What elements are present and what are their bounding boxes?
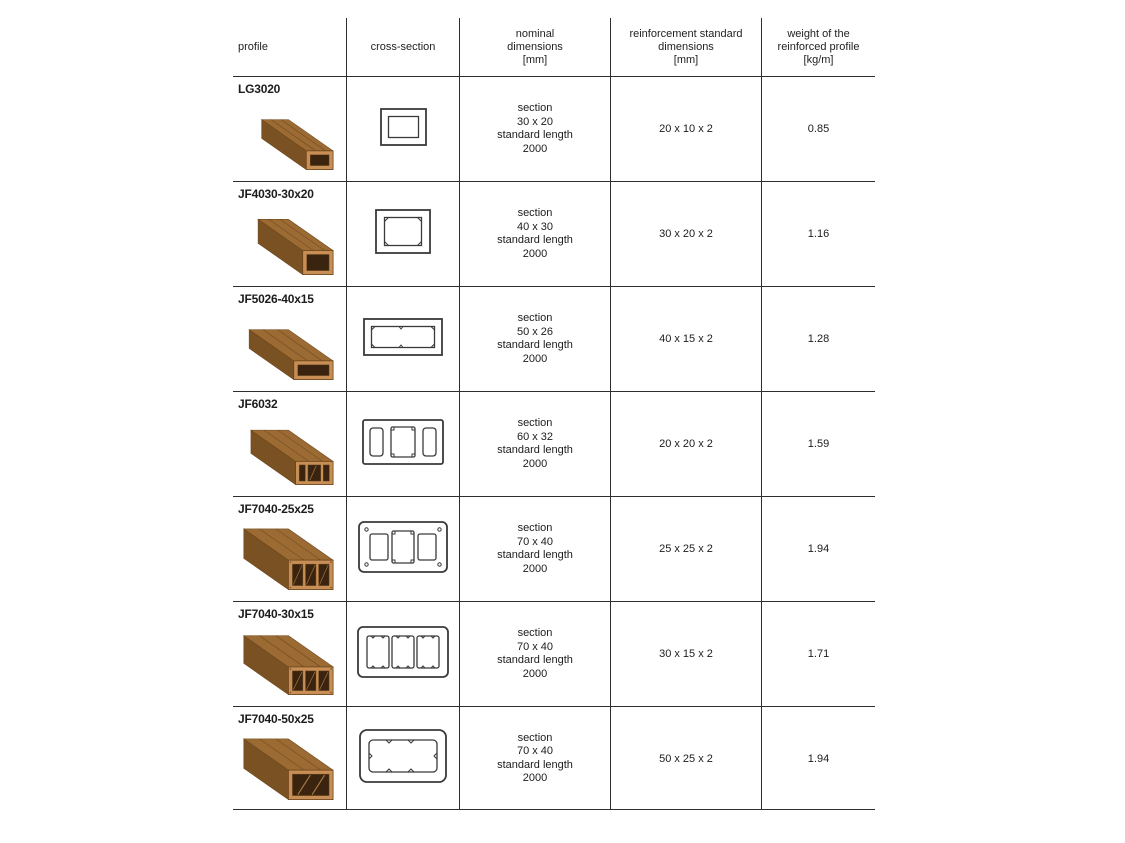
nominal-line: 2000 [522,562,548,575]
cross-section-cell [347,287,460,391]
column-header-reinforcement-dimensions [611,18,762,76]
nominal-line: 40 x 30 [516,220,554,233]
reinforcement-value: 25 x 25 x 2 [659,543,713,555]
weight-cell [762,77,875,181]
nominal-dimensions-cell [460,497,611,601]
nominal-line: 2000 [522,667,548,680]
header-line: weight of the [787,27,850,40]
header-label: profile [238,40,268,53]
profile-cell [233,707,347,810]
nominal-line: section [517,207,553,219]
cross-section-drawing-icon [375,209,431,259]
profile-3d-icon [238,624,346,705]
table-row [233,287,875,392]
nominal-dimensions-cell [460,392,611,496]
profile-cell [233,77,347,181]
reinforcement-cell [611,602,762,706]
table-row [233,707,875,810]
profile-3d-icon [238,99,346,180]
nominal-line: standard length [497,234,573,246]
weight-value: 1.71 [807,648,830,660]
column-header-weight [762,18,875,76]
cross-section-cell [347,392,460,496]
reinforcement-cell [611,287,762,391]
cross-section-cell [347,707,460,810]
profiles-table [233,18,875,810]
nominal-line: standard length [497,339,573,351]
profile-name: JF4030-30x20 [238,187,314,201]
header-line: [mm] [673,53,699,66]
header-line: nominal [515,27,555,40]
header-line: reinforcement standard [629,27,743,40]
cross-section-drawing-icon [362,419,444,470]
nominal-line: standard length [497,758,573,771]
profile-cell [233,182,347,286]
cross-section-drawing-icon [358,521,448,578]
nominal-line: section [517,417,553,429]
nominal-dimensions-cell [460,287,611,391]
reinforcement-cell [611,707,762,810]
nominal-line: 2000 [522,352,548,365]
reinforcement-value: 30 x 20 x 2 [659,228,713,240]
profile-name: JF6032 [238,397,278,411]
nominal-line: standard length [497,444,573,456]
table-row [233,77,875,182]
weight-value: 0.85 [807,123,830,135]
nominal-line: section [517,522,553,534]
reinforcement-cell [611,497,762,601]
nominal-line: section [517,627,553,639]
weight-cell [762,497,875,601]
cross-section-cell [347,602,460,706]
profile-cell [233,392,347,496]
cross-section-drawing-icon [363,318,443,361]
profile-3d-icon [238,204,346,285]
profile-3d-icon [238,729,346,810]
weight-cell [762,707,875,810]
cross-section-cell [347,497,460,601]
nominal-line: 30 x 20 [516,115,554,128]
profile-3d-icon [238,309,346,390]
reinforcement-value: 30 x 15 x 2 [659,648,713,660]
header-line: dimensions [658,40,714,53]
nominal-line: 70 x 40 [516,745,554,757]
profile-cell [233,287,347,391]
nominal-line: 50 x 26 [516,325,554,338]
reinforcement-cell [611,182,762,286]
nominal-line: 70 x 40 [516,640,554,653]
nominal-line: section [517,731,553,744]
nominal-line: standard length [497,549,573,561]
nominal-line: 2000 [522,247,548,260]
profile-3d-icon [238,519,346,600]
weight-cell [762,182,875,286]
header-line: [mm] [522,53,548,66]
weight-value: 1.16 [807,228,830,240]
column-header-profile [233,18,347,76]
table-row [233,602,875,707]
profile-name: LG3020 [238,82,281,96]
weight-value: 1.94 [807,752,830,765]
profile-name: JF7040-30x15 [238,607,314,621]
cross-section-cell [347,77,460,181]
weight-cell [762,602,875,706]
header-label: cross-section [370,40,436,53]
profile-name: JF5026-40x15 [238,292,314,306]
reinforcement-cell [611,392,762,496]
header-line: dimensions [507,40,563,53]
nominal-dimensions-cell [460,182,611,286]
cross-section-cell [347,182,460,286]
header-line: reinforced profile [777,40,860,53]
weight-cell [762,392,875,496]
nominal-line: section [517,102,553,114]
reinforcement-value: 50 x 25 x 2 [659,752,713,765]
header-line: [kg/m] [803,53,834,66]
cross-section-drawing-icon [357,626,449,683]
nominal-line: 2000 [522,457,548,470]
reinforcement-cell [611,77,762,181]
nominal-line: section [517,312,553,324]
weight-cell [762,287,875,391]
nominal-line: 70 x 40 [516,535,554,548]
profile-3d-icon [238,414,346,495]
table-header-row [233,18,875,77]
reinforcement-value: 20 x 20 x 2 [659,438,713,450]
cross-section-drawing-icon [380,108,427,151]
nominal-dimensions-cell [460,602,611,706]
nominal-dimensions-cell [460,707,611,810]
weight-value: 1.28 [807,333,830,345]
cross-section-drawing-icon [359,729,447,788]
table-row [233,392,875,497]
profile-name: JF7040-25x25 [238,502,314,516]
table-row [233,497,875,602]
nominal-dimensions-cell [460,77,611,181]
nominal-line: standard length [497,129,573,141]
weight-value: 1.94 [807,543,830,555]
profile-cell [233,602,347,706]
table-row [233,182,875,287]
column-header-nominal-dimensions [460,18,611,76]
weight-value: 1.59 [807,438,830,450]
nominal-line: 60 x 32 [516,430,554,443]
reinforcement-value: 40 x 15 x 2 [659,333,713,345]
profile-name: JF7040-50x25 [238,712,314,726]
nominal-line: standard length [497,654,573,666]
nominal-line: 2000 [522,142,548,155]
nominal-line: 2000 [522,772,548,784]
column-header-cross-section [347,18,460,76]
profile-cell [233,497,347,601]
reinforcement-value: 20 x 10 x 2 [659,123,713,135]
